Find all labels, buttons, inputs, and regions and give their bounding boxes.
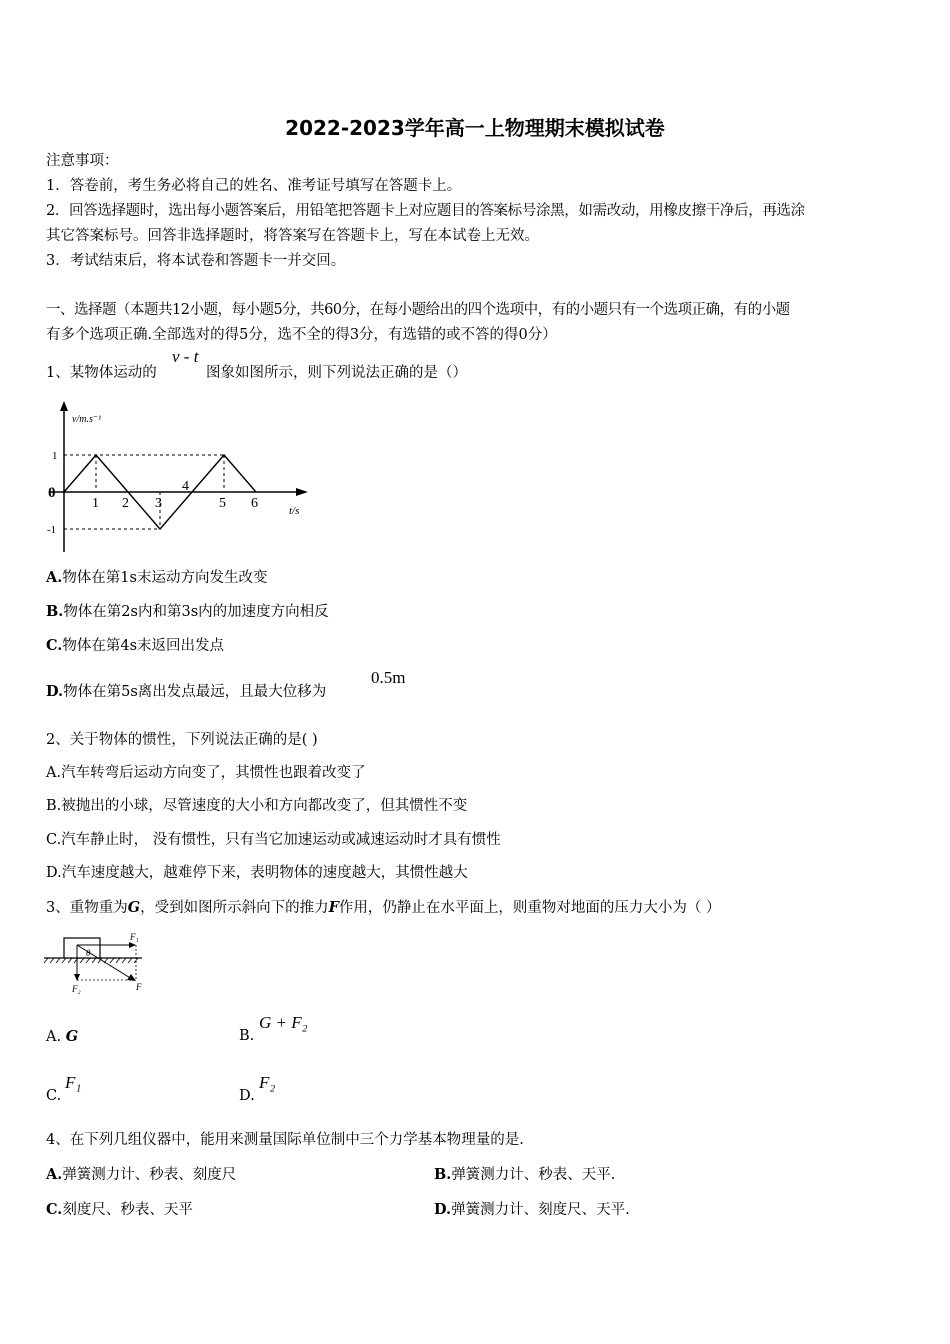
q1-option-d-label: D. (46, 683, 64, 700)
q1-option-d (46, 679, 326, 705)
q1-option-a-label: A. (46, 569, 63, 586)
q3-figure-f1: F₁ (130, 932, 139, 942)
q1-graph-xtick-4: 4 (182, 479, 189, 494)
q3-stem-g: G (127, 899, 141, 916)
q3-stem-post: 作用，仍静止在水平面上，则重物对地面的压力大小为（ ） (338, 900, 721, 916)
q1-stem-prefix: 1、某物体运动的 (46, 365, 157, 381)
notice-item-2: 2．回答选择题时，选出每小题答案后，用铅笔把答题卡上对应题目的答案标号涂黑，如需改动，用橡皮擦干净后，再选涂 (46, 203, 805, 219)
q1-graph-ytick-1: 1 (52, 450, 58, 462)
q4-option-b-text: 弹簧测力计、秒表、天平. (451, 1167, 616, 1183)
q4-option-d-label: D. (434, 1201, 452, 1218)
section-instructions-line-2: 有多个选项正确.全部选对的得5分，选不全的得3分，有选错的或不答的得0分） (46, 327, 557, 343)
q2-option-c: C.汽车静止时， 没有惯性，只有当它加速运动或减速运动时才具有惯性 (46, 832, 501, 848)
q1-graph-xtick-5: 5 (219, 496, 226, 511)
q2-option-a: A.汽车转弯后运动方向变了，其惯性也跟着改变了 (46, 765, 366, 781)
notice-item-1: 1．答卷前，考生务必将自己的姓名、准考证号填写在答题卡上。 (46, 178, 462, 194)
q1-option-c-label: C. (46, 637, 63, 654)
q3-option-a-value: G (65, 1028, 79, 1045)
q3-force-diagram (44, 928, 154, 996)
q1-option-b-label: B. (46, 603, 64, 620)
q3-option-a-label: A. (46, 1029, 66, 1045)
q3-option-d-value: F₂ (259, 1073, 276, 1092)
q3-option-a (46, 1024, 78, 1050)
q3-stem-f: F (328, 899, 339, 916)
q4-option-d (434, 1197, 630, 1223)
q4-option-c-label: C. (46, 1201, 63, 1218)
q3-stem-mid: ，受到如图所示斜向下的推力 (140, 900, 329, 916)
q1-graph-xtick-3: 3 (155, 496, 162, 511)
q3-option-d-label: D. (239, 1088, 255, 1104)
q2-stem: 2、关于物体的惯性，下列说法正确的是( ) (46, 732, 318, 748)
q1-stem-suffix: 图象如图所示，则下列说法正确的是（） (206, 365, 467, 381)
q1-graph-xtick-1: 1 (92, 496, 99, 511)
q4-stem: 4、在下列几组仪器中，能用来测量国际单位制中三个力学基本物理量的是. (46, 1132, 524, 1148)
q1-option-b (46, 599, 329, 625)
q4-option-a-text: 弹簧测力计、秒表、刻度尺 (62, 1167, 237, 1183)
q1-option-d-text: 物体在第5s离出发点最远，且最大位移为 (63, 684, 327, 700)
q2-option-d: D.汽车速度越大，越难停下来，表明物体的速度越大，其惯性越大 (46, 865, 468, 881)
section-instructions-line-1: 一、选择题（本题共12小题，每小题5分，共60分，在每小题给出的四个选项中，有的小题只有一个选项正确，有的小题 (46, 302, 790, 318)
q3-stem (46, 895, 721, 921)
q1-option-a-text: 物体在第1s末运动方向发生改变 (62, 570, 268, 586)
q4-option-a-label: A. (46, 1166, 63, 1183)
q3-option-b-label: B. (239, 1028, 255, 1044)
q1-vt-symbol: v - t (172, 347, 199, 366)
q3-figure-f: F (136, 982, 142, 992)
q1-graph-origin: 0 (48, 485, 56, 501)
q4-option-d-text: 弹簧测力计、刻度尺、天平. (451, 1202, 630, 1218)
q4-option-a (46, 1162, 236, 1188)
q4-option-c-text: 刻度尺、秒表、天平 (62, 1202, 193, 1218)
q1-option-b-text: 物体在第2s内和第3s内的加速度方向相反 (63, 604, 329, 620)
q1-vt-graph (44, 400, 316, 558)
q4-option-c (46, 1197, 193, 1223)
q1-graph-xtick-2: 2 (122, 496, 129, 511)
notice-item-2-cont: 其它答案标号。回答非选择题时，将答案写在答题卡上，写在本试卷上无效。 (46, 228, 539, 244)
q1-graph-ylabel: v/m.s⁻¹ (72, 414, 102, 425)
q1-graph-ytick-neg1: -1 (47, 524, 57, 536)
notice-item-3: 3．考试结束后，将本试卷和答题卡一并交回。 (46, 253, 346, 269)
q3-figure-theta: θ (86, 948, 91, 958)
q1-option-c (46, 633, 224, 659)
q3-figure-f2: F₂ (72, 984, 81, 994)
q4-option-b (434, 1162, 615, 1188)
notice-heading: 注意事项： (46, 153, 119, 169)
q1-option-a (46, 565, 267, 591)
q1-option-c-text: 物体在第4s末返回出发点 (62, 638, 225, 654)
q3-option-b-value: G + F₂ (259, 1013, 308, 1032)
q3-option-c-value: F₁ (65, 1073, 82, 1092)
q3-stem-pre: 3、重物重为 (46, 900, 128, 916)
page-title: 2022-2023学年高一上物理期末模拟试卷 (285, 116, 665, 140)
q3-option-c-label: C. (46, 1088, 62, 1104)
q1-option-d-value: 0.5m (371, 668, 406, 687)
q4-option-b-label: B. (434, 1166, 452, 1183)
q1-graph-xtick-6: 6 (251, 496, 258, 511)
q2-option-b: B.被抛出的小球，尽管速度的大小和方向都改变了，但其惯性不变 (46, 798, 468, 814)
q1-graph-xlabel: t/s (289, 505, 300, 517)
